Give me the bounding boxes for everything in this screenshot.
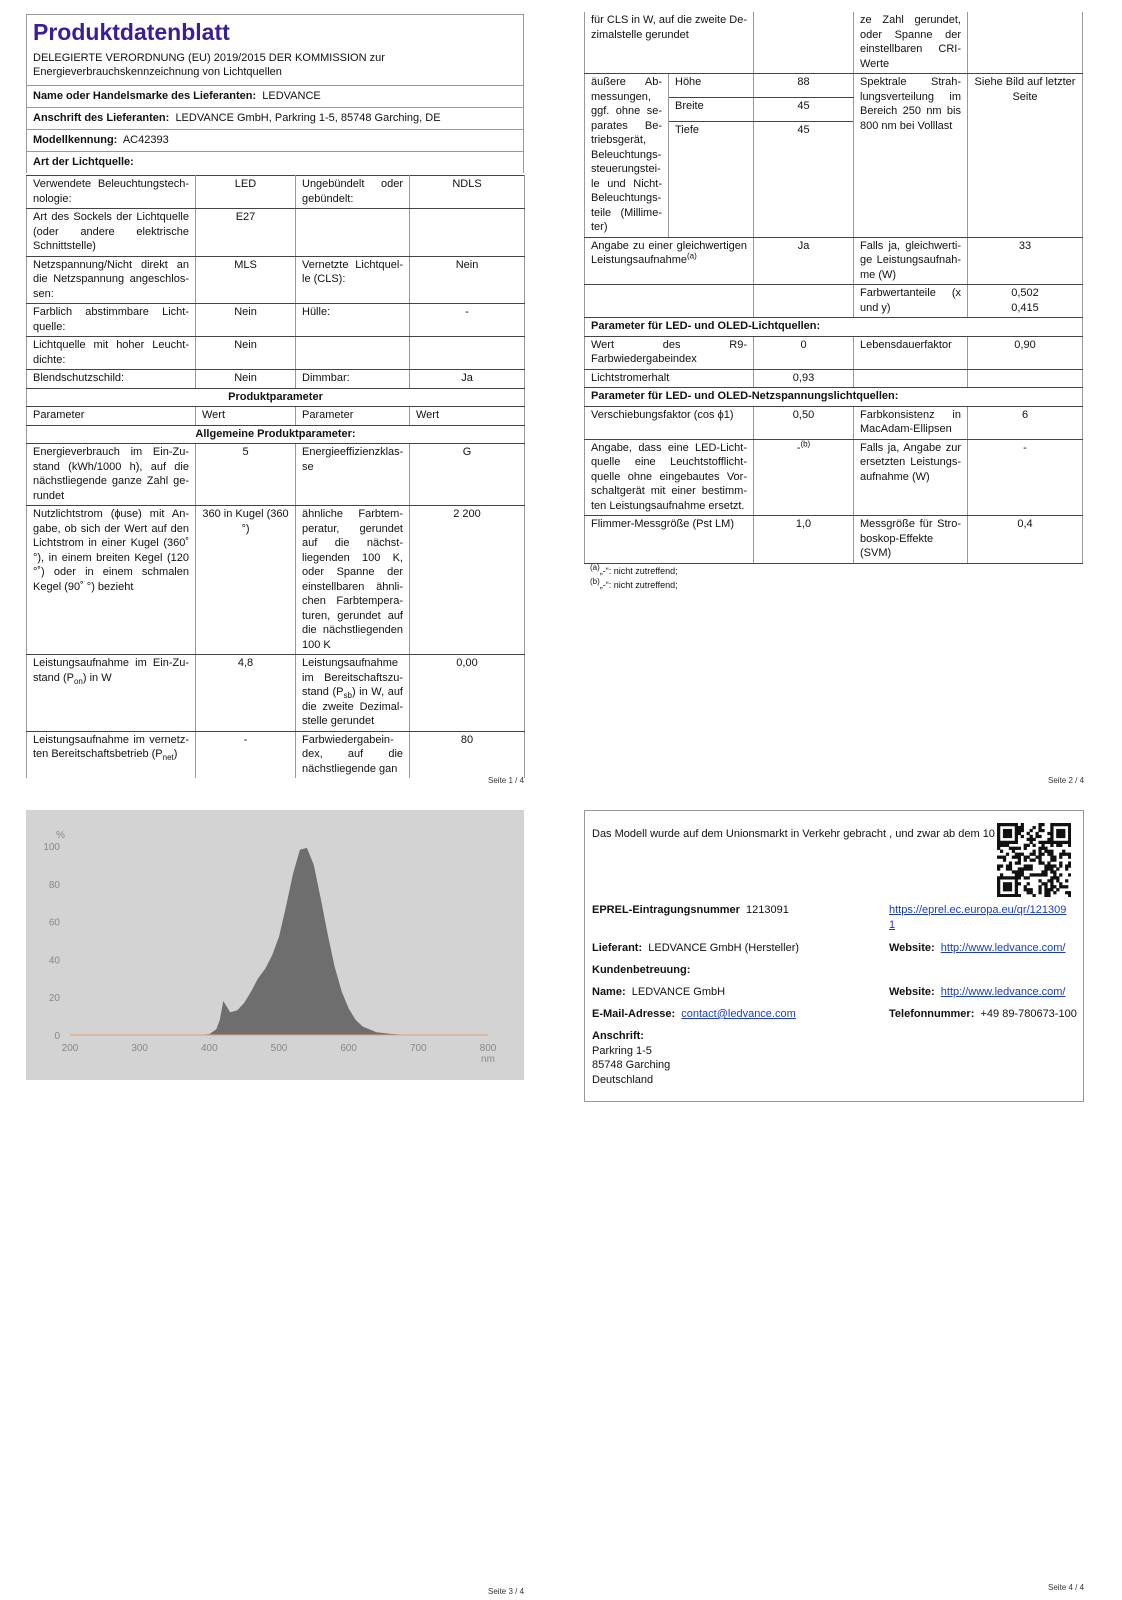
table-row: Energieverbrauch im Ein-Zustand (kWh/1000 h), auf die nächstliegende ganze Zahl gerundet 5 Energieeffizienzklasse G	[27, 444, 525, 506]
supplier-info-page	[584, 810, 1084, 1102]
table-row: Verwendete Beleuchtungstechnologie: LED Ungebündelt oder gebündelt: NDLS	[27, 176, 525, 209]
table-row: Flimmer-Messgröße (Pst LM) 1,0 Messgröße für Stroboskop-Effekte (SVM) 0,4	[585, 516, 1083, 564]
y-tick-label: 60	[48, 917, 60, 929]
x-tick-label: 700	[409, 1043, 427, 1054]
footnotes	[590, 564, 678, 592]
address-block: Anschrift: Parkring 1-5 85748 Garching Deutschland	[592, 1030, 671, 1086]
table-row: Art des Sockels der Lichtquelle (oder andere elektrische Schnittstelle) E27	[27, 209, 525, 257]
table-row: Leistungsaufnahme im vernetzten Bereitschaftsbetrieb $(P_{net})$ - Farbwiedergabeindex, auf die nächstliegende gan 80	[27, 731, 525, 778]
section-heading: Produktparameter	[27, 388, 525, 407]
datasheet-header	[26, 14, 524, 173]
email-link[interactable]: contact@ledvance.com	[681, 1008, 796, 1020]
table-row: Leistungsaufnahme im Ein-Zustand $(P_{on})$ in W 4,8 Leistungsaufnahme im Bereitschaftszustand $(P_{sb})$ in W, auf die zweite Dezimalstelle gerundet 0,00	[27, 655, 525, 732]
product-table-continued	[584, 12, 1083, 564]
table-row: Blendschutzschild: Nein Dimmbar: Ja	[27, 370, 525, 389]
website2-row: Website: http://www.ledvance.com/	[889, 986, 1066, 998]
table-row: Breite 45	[585, 97, 1083, 121]
market-text: Das Modell wurde auf dem Unionsmarkt in Verkehr gebracht , und zwar ab dem 10	[592, 828, 995, 840]
type-row: Art der Lichtquelle:	[33, 156, 134, 168]
table-row: Tiefe 45	[585, 121, 1083, 237]
footnote-b: $^{(b)}$„-“: nicht zutreffend;	[590, 577, 678, 590]
customer-service-label: Kundenbetreuung:	[592, 964, 691, 976]
table-row: Wert des R9-Farbwiedergabeindex 0 Lebensdauerfaktor 0,90	[585, 336, 1083, 369]
supplier-row: Name oder Handelsmarke des Lieferanten: LEDVANCE	[27, 86, 523, 108]
table-row: Verschiebungsfaktor (cos ϕ1) 0,50 Farbkonsistenz in MacAdam-Ellipsen 6	[585, 406, 1083, 439]
page-number: Seite 3 / 4	[488, 1587, 525, 1596]
table-row: Angabe zu einer gleichwertigen Leistungsaufnahme$^{(a)}$ Ja Falls ja, gleichwertige Leistungsaufnahme (W) 33	[585, 237, 1083, 285]
website-link[interactable]: http://www.ledvance.com/	[940, 942, 1066, 954]
eprel-link[interactable]: https://eprel.ec.europa.eu/qr/1213091	[889, 904, 1067, 931]
x-tick-label: 600	[340, 1043, 358, 1054]
product-table	[26, 175, 525, 778]
table-row: Nutzlichtstrom (ɸuse) mit Angabe, ob sich der Wert auf den Lichtstrom in einer Kugel (360˚ °), in einem breiten Kegel (120 °˚) oder in einem schmalen Kegel (90˚ °) bezieht 360 in Kugel (360 °) ähnliche Farbtemperatur, gerundet auf die nächstliegenden 100 K, oder Spanne der einstellbaren ähnlichen Farbtemperaturen, gerundet auf die nächstliegenden 100 K 2 200	[27, 506, 525, 655]
column-header-row: Parameter Wert Parameter Wert	[27, 407, 525, 426]
table-row: für CLS in W, auf die zweite Dezimalstelle gerundet ze Zahl gerundet, oder Spanne der einstellbaren CRI-Werte	[585, 12, 1083, 74]
table-row: äußere Abmessungen, ggf. ohne separates Betriebsgerät, Beleuchtungssteuerungsteile und Nicht-Beleuchtungsteile (Millimeter) Höhe 88 Spektrale Strahlungsverteilung im Bereich 250 nm bis 800 nm bei Volllast Siehe Bild auf letzter Seite	[585, 74, 1083, 98]
spectral-chart-svg	[26, 810, 524, 1080]
supplier-row: Lieferant: LEDVANCE GmbH (Hersteller)	[592, 942, 800, 954]
page-title: Produktdatenblatt	[33, 19, 230, 45]
model-row: Modellkennung: AC42393	[27, 130, 523, 152]
page-number: Seite 4 / 4	[1048, 1583, 1085, 1592]
table-row: Netzspannung/Nicht direkt an die Netzspannung angeschlossen: MLS Vernetzte Lichtquelle (CLS): Nein	[27, 256, 525, 304]
y-axis-label: %	[56, 830, 65, 841]
page-number: Seite 1 / 4	[488, 776, 525, 785]
phone-row: Telefonnummer: +49 89-780673-100	[889, 1008, 1077, 1020]
section-heading: Allgemeine Produktparameter:	[27, 425, 525, 444]
section-heading: Parameter für LED- und OLED-Netzspannungslichtquellen:	[585, 388, 1083, 407]
x-tick-label: 400	[200, 1043, 218, 1054]
x-tick-label: 200	[61, 1043, 79, 1054]
website2-link[interactable]: http://www.ledvance.com/	[940, 986, 1066, 998]
section-heading: Parameter für LED- und OLED-Lichtquellen:	[585, 318, 1083, 337]
address-row: Anschrift des Lieferanten: LEDVANCE GmbH, Parkring 1-5, 85748 Garching, DE	[27, 108, 523, 130]
footnote-a: $^{(a)}$„-“: nicht zutreffend;	[590, 563, 678, 576]
table-row: Lichtstromerhalt 0,93	[585, 369, 1083, 388]
y-tick-label: 100	[43, 842, 60, 853]
spectral-chart	[26, 810, 524, 1080]
x-tick-label: 800	[479, 1043, 497, 1054]
x-axis-unit: nm	[481, 1054, 495, 1065]
x-tick-label: 300	[131, 1043, 149, 1054]
regulation-text: DELEGIERTE VERORDNUNG (EU) 2019/2015 DER KOMMISSION zur Energieverbrauchskennzeichnung von Lichtquellen	[27, 49, 523, 86]
y-tick-label: 20	[48, 993, 60, 1005]
qr-code-icon	[997, 823, 1071, 897]
y-tick-label: 0	[54, 1031, 60, 1042]
y-tick-label: 40	[48, 955, 60, 967]
table-row: Farbwertanteile (x und y) 0,502 0,415	[585, 285, 1083, 318]
x-tick-label: 500	[270, 1043, 288, 1054]
table-row: Farblich abstimmbare Lichtquelle: Nein Hülle: -	[27, 304, 525, 337]
table-row: Lichtquelle mit hoher Leuchtdichte: Nein	[27, 337, 525, 370]
page-number: Seite 2 / 4	[1048, 776, 1085, 785]
email-row: E-Mail-Adresse: contact@ledvance.com	[592, 1008, 796, 1020]
spectrum-area	[195, 848, 432, 1035]
table-row: Angabe, dass eine LED-Lichtquelle eine Leuchtstofflichtquelle ohne eingebautes Vorschaltgerät mit einer bestimmten Leistungsaufnahme ersetzt. -$^{(b)}$ Falls ja, Angabe zur ersetzten Leistungsaufnahme (W) -	[585, 439, 1083, 516]
website-row: Website: http://www.ledvance.com/	[889, 942, 1066, 954]
eprel-row: EPREL-Eintragungsnummer 1213091	[592, 904, 789, 916]
y-tick-label: 80	[48, 879, 60, 891]
name-row: Name: LEDVANCE GmbH	[592, 986, 726, 998]
